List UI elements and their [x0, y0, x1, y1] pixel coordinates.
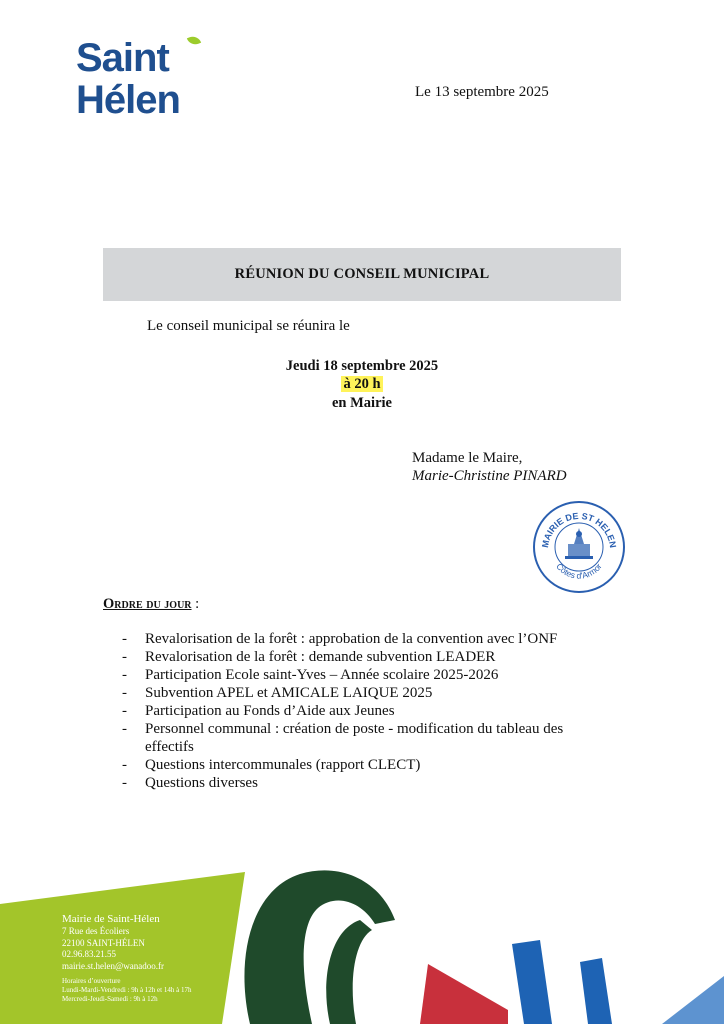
- agenda-item-text: Revalorisation de la forêt : demande subvention LEADER: [145, 649, 496, 665]
- intro-text: Le conseil municipal se réunira le: [147, 318, 350, 334]
- hours-title: Horaires d’ouverture: [62, 977, 121, 985]
- agenda-item: - Personnel communal : création de poste - modification du tableau des effectifs: [122, 721, 564, 755]
- svg-text:Côtes d'Armor: [554, 561, 604, 580]
- footer-red-shape: [420, 964, 508, 1024]
- agenda-title: Ordre du jour: [103, 596, 192, 612]
- footer-blue-bar-1: [512, 940, 552, 1024]
- agenda-item-text: Questions intercommunales (rapport CLECT): [145, 757, 421, 773]
- mairie-stamp: [532, 500, 626, 594]
- agenda-item: - Questions intercommunales (rapport CLECT): [122, 757, 421, 773]
- agenda-item: - Revalorisation de la forêt : approbation de la convention avec l’ONF: [122, 631, 558, 647]
- leaf-icon: [187, 34, 201, 47]
- agenda-item: - Participation Ecole saint-Yves – Année scolaire 2025-2026: [122, 667, 499, 683]
- stamp-top-text: MAIRIE DE ST HELEN: [539, 510, 619, 549]
- agenda-list: [122, 630, 602, 792]
- agenda-item-text: Personnel communal : création de poste - modification du tableau des effectifs: [145, 721, 564, 755]
- agenda-colon: :: [191, 596, 200, 612]
- agenda-item: - Questions diverses: [122, 775, 258, 791]
- meeting-time: à 20 h: [343, 376, 381, 392]
- banner-title: RÉUNION DU CONSEIL MUNICIPAL: [234, 266, 490, 282]
- agenda-item: - Participation au Fonds d’Aide aux Jeunes: [122, 703, 395, 719]
- agenda-item-text: Subvention APEL et AMICALE LAIQUE 2025: [145, 685, 433, 701]
- agenda-item-text: Participation au Fonds d’Aide aux Jeunes: [145, 703, 395, 719]
- hours-line-2: Mercredi-Jeudi-Samedi : 9h à 12h: [62, 995, 158, 1003]
- footer-dark-tail: [326, 920, 372, 1024]
- phone-number: 02.96.83.21.55: [62, 949, 116, 959]
- meeting-time-line: [0, 376, 724, 393]
- agenda-heading: [103, 596, 199, 613]
- title-banner: [103, 248, 621, 301]
- agenda-item: - Subvention APEL et AMICALE LAIQUE 2025: [122, 685, 433, 701]
- signature-title: Madame le Maire,: [412, 450, 523, 466]
- agenda-item: - Revalorisation de la forêt : demande subvention LEADER: [122, 649, 496, 665]
- agenda-item-text: Participation Ecole saint-Yves – Année scolaire 2025-2026: [145, 667, 499, 683]
- meeting-place: en Mairie: [332, 395, 392, 411]
- footer-blue-corner: [662, 976, 724, 1024]
- email-address: mairie.st.helen@wanadoo.fr: [62, 960, 165, 971]
- agenda-item-text: Questions diverses: [145, 775, 258, 791]
- hours-line-1: Lundi-Mardi-Vendredi : 9h à 12h et 14h à 17h: [62, 986, 192, 994]
- logo-line-1: Saint: [76, 36, 169, 80]
- logo-line-2: Hélen: [76, 78, 180, 122]
- town-hall-name: Mairie de Saint-Hélen: [62, 913, 160, 925]
- agenda-item-text: Revalorisation de la forêt : approbation de la convention avec l’ONF: [145, 631, 558, 647]
- stamp-bottom-text: Côtes d'Armor: [554, 561, 604, 581]
- address-street: 7 Rue des Écoliers: [62, 926, 130, 936]
- opening-hours: [62, 977, 191, 1004]
- signature-name: Marie-Christine PINARD: [412, 468, 567, 484]
- footer-blue-bar-2: [580, 958, 612, 1024]
- letter-date: Le 13 septembre 2025: [415, 84, 549, 100]
- town-hall-address: [62, 912, 164, 972]
- meeting-day: Jeudi 18 septembre 2025: [285, 358, 439, 374]
- saint-helen-logo: [76, 28, 206, 128]
- footer-dark-shape: [244, 870, 395, 1024]
- address-city: 22100 SAINT-HÉLEN: [62, 937, 145, 948]
- seal-emblem-icon: [565, 528, 593, 559]
